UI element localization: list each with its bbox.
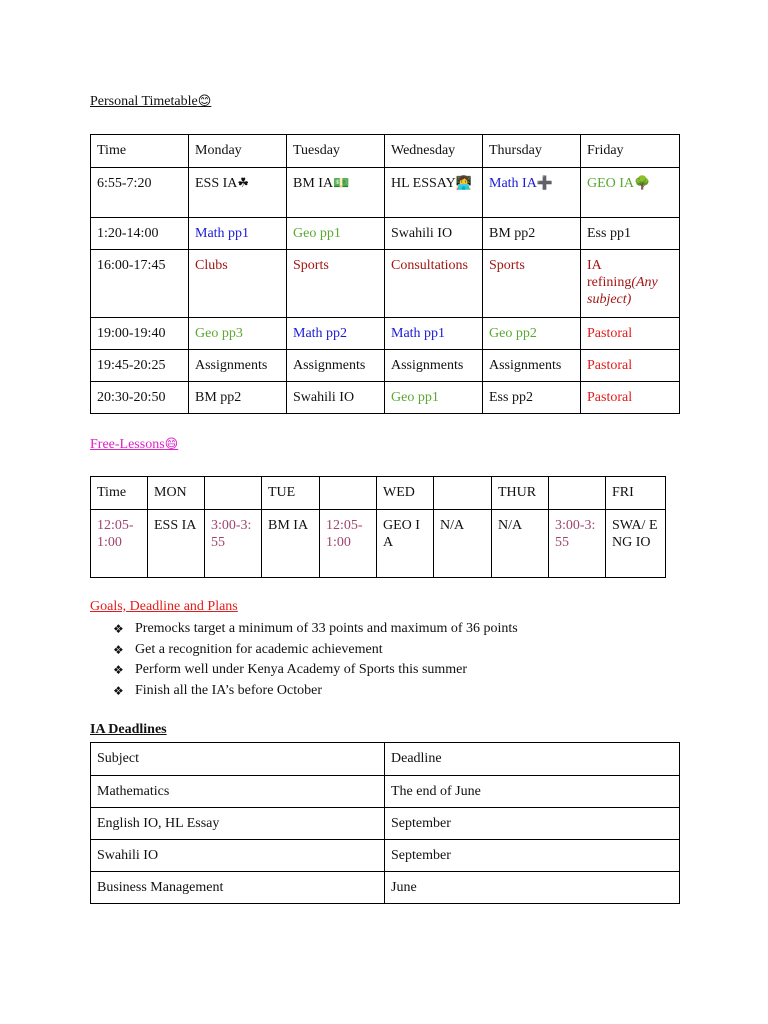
timetable-heading xyxy=(90,93,211,111)
free-lessons-header-cell: TUE xyxy=(262,477,320,510)
free-lessons-header-cell xyxy=(549,477,606,510)
timetable-cell-text: Ess pp1 xyxy=(587,226,631,241)
free-lessons-cell xyxy=(492,510,549,578)
goal-item xyxy=(113,619,518,640)
ia-header-row xyxy=(91,743,680,776)
free-lessons-header-cell xyxy=(320,477,377,510)
timetable-cell-text: 1:20-14:00 xyxy=(97,226,159,241)
free-lessons-cell xyxy=(377,510,434,578)
ia-row xyxy=(91,840,680,872)
timetable-cell xyxy=(483,168,581,218)
free-lessons-header-row xyxy=(91,477,666,510)
timetable-cell xyxy=(581,350,680,382)
timetable-cell xyxy=(385,250,483,318)
free-lessons-header-cell: WED xyxy=(377,477,434,510)
timetable-cell-text: 6:55-7:20 xyxy=(97,176,152,191)
timetable-header-cell: Monday xyxy=(189,135,287,168)
goal-item xyxy=(113,640,518,661)
timetable-cell-text: Pastoral xyxy=(587,358,633,373)
timetable-cell-text: Math IA xyxy=(489,176,537,191)
free-lessons-cell-text: 12:05-1:00 xyxy=(97,518,134,550)
free-lessons-cell xyxy=(606,510,666,578)
timetable-header-cell: Wednesday xyxy=(385,135,483,168)
free-lessons-header-cell: Time xyxy=(91,477,148,510)
subject-emoji-icon: ☘ xyxy=(237,176,250,191)
timetable-cell-text: BM IA xyxy=(293,176,334,191)
timetable-cell-text: Pastoral xyxy=(587,326,633,341)
subject-emoji-icon: 🌳 xyxy=(634,176,651,191)
ia-subject-cell: Mathematics xyxy=(91,776,385,808)
timetable-cell-text: Pastoral xyxy=(587,390,633,405)
timetable-cell-text: Ess pp2 xyxy=(489,390,533,405)
timetable-cell-text: Math pp1 xyxy=(391,326,446,341)
timetable-cell xyxy=(189,250,287,318)
free-lessons-heading xyxy=(90,436,178,454)
timetable-cell xyxy=(385,318,483,350)
timetable-cell xyxy=(91,250,189,318)
timetable-cell xyxy=(581,168,680,218)
free-lessons-header-cell: THUR xyxy=(492,477,549,510)
ia-header-cell: Subject xyxy=(91,743,385,776)
timetable-cell xyxy=(189,168,287,218)
free-lessons-header-cell: MON xyxy=(148,477,205,510)
timetable-cell-text: Swahili IO xyxy=(391,226,453,241)
timetable-cell xyxy=(287,318,385,350)
timetable-cell-text: Clubs xyxy=(195,258,228,273)
timetable-cell xyxy=(385,382,483,414)
timetable-cell xyxy=(91,318,189,350)
timetable-cell-text: ESS IA xyxy=(195,176,238,191)
timetable-row xyxy=(91,218,680,250)
ia-deadlines-table xyxy=(90,742,680,904)
free-lessons-cell-text: SWA/ ENG IO xyxy=(612,518,658,550)
ia-subject-cell: Swahili IO xyxy=(91,840,385,872)
ia-subject-cell: English IO, HL Essay xyxy=(91,808,385,840)
diamond-bullet-icon: ❖ xyxy=(113,642,124,657)
timetable-cell-text: Sports xyxy=(489,258,525,273)
timetable-cell xyxy=(581,318,680,350)
timetable-cell xyxy=(189,218,287,250)
free-lessons-cell xyxy=(434,510,492,578)
timetable-cell xyxy=(189,318,287,350)
timetable-cell-text: 20:30-20:50 xyxy=(97,390,166,405)
goal-text: Get a recognition for academic achievement xyxy=(135,641,383,657)
timetable-title: Personal Timetable xyxy=(90,94,198,109)
diamond-bullet-icon: ❖ xyxy=(113,663,124,677)
timetable-cell-text: Consultations xyxy=(391,258,469,273)
ia-deadline-cell: September xyxy=(385,840,680,872)
free-lessons-cell-text: N/A xyxy=(440,518,465,533)
free-lessons-cell xyxy=(549,510,606,578)
timetable-cell-text: 16:00-17:45 xyxy=(97,258,166,273)
free-lessons-cell-text: 12:05-1:00 xyxy=(326,518,363,550)
ia-deadline-cell: September xyxy=(385,808,680,840)
timetable-cell xyxy=(189,350,287,382)
timetable-cell xyxy=(483,250,581,318)
timetable-cell xyxy=(287,218,385,250)
timetable-row xyxy=(91,350,680,382)
ia-row xyxy=(91,808,680,840)
free-lessons-cell xyxy=(148,510,205,578)
free-lessons-header-cell xyxy=(434,477,492,510)
timetable-cell xyxy=(483,318,581,350)
timetable-header-row xyxy=(91,135,680,168)
timetable-cell xyxy=(385,168,483,218)
goals-heading: Goals, Deadline and Plans xyxy=(90,599,238,614)
timetable-cell xyxy=(91,382,189,414)
free-lessons-cell xyxy=(262,510,320,578)
smile-emoji-icon: 😊 xyxy=(197,94,212,109)
timetable-cell-text: Math pp1 xyxy=(195,226,250,241)
timetable-cell-text: Sports xyxy=(293,258,329,273)
ia-deadlines-heading: IA Deadlines xyxy=(90,722,167,737)
free-lessons-cell xyxy=(91,510,148,578)
timetable-cell-text: Geo pp2 xyxy=(489,326,537,341)
timetable-cell-text: 19:00-19:40 xyxy=(97,326,166,341)
timetable-cell xyxy=(287,382,385,414)
timetable-cell-text: Swahili IO xyxy=(293,390,355,405)
grin-emoji-icon: 😄 xyxy=(164,437,179,452)
ia-deadline-cell: The end of June xyxy=(385,776,680,808)
ia-deadline-cell: June xyxy=(385,872,680,904)
subject-emoji-icon: ➕ xyxy=(536,176,554,191)
timetable-cell xyxy=(483,382,581,414)
timetable-row xyxy=(91,318,680,350)
timetable-cell xyxy=(189,382,287,414)
timetable-cell-text: GEO IA xyxy=(587,176,635,191)
timetable-cell-text: HL ESSAY xyxy=(391,176,456,191)
timetable-cell xyxy=(91,350,189,382)
ia-header-cell: Deadline xyxy=(385,743,680,776)
free-lessons-cell xyxy=(205,510,262,578)
free-lessons-table xyxy=(90,476,666,578)
timetable-cell-text: Geo pp1 xyxy=(293,226,341,241)
timetable-cell xyxy=(483,218,581,250)
timetable-cell xyxy=(581,218,680,250)
timetable-cell xyxy=(385,218,483,250)
timetable-cell-text: BM pp2 xyxy=(489,226,536,241)
free-lessons-row xyxy=(91,510,666,578)
goal-text: Finish all the IA’s before October xyxy=(135,682,323,698)
free-lessons-title: Free-Lessons xyxy=(90,437,165,452)
timetable-header-cell: Friday xyxy=(581,135,680,168)
timetable-cell xyxy=(581,382,680,414)
timetable-row xyxy=(91,168,680,218)
timetable-cell-text: Assignments xyxy=(293,358,366,373)
timetable-cell-text: Math pp2 xyxy=(293,326,348,341)
free-lessons-cell xyxy=(320,510,377,578)
timetable-cell xyxy=(483,350,581,382)
diamond-bullet-icon: ❖ xyxy=(113,683,124,698)
timetable-cell xyxy=(385,350,483,382)
timetable-cell-text: Assignments xyxy=(489,358,562,373)
free-lessons-cell-text: BM IA xyxy=(268,518,309,533)
timetable-header-cell: Tuesday xyxy=(287,135,385,168)
timetable-cell-text: Geo pp3 xyxy=(195,326,243,341)
free-lessons-cell-text: GEO IA xyxy=(383,518,420,550)
goal-text: Perform well under Kenya Academy of Sports this summer xyxy=(135,662,468,677)
ia-row xyxy=(91,872,680,904)
timetable-row xyxy=(91,382,680,414)
timetable-cell-text: IA refining xyxy=(587,258,632,290)
free-lessons-header-cell xyxy=(205,477,262,510)
timetable-cell-text: 19:45-20:25 xyxy=(97,358,166,373)
goal-item xyxy=(113,681,518,702)
diamond-bullet-icon: ❖ xyxy=(113,622,124,636)
subject-emoji-icon: 💵 xyxy=(333,176,350,191)
goal-item xyxy=(113,660,518,681)
timetable-cell-text: Assignments xyxy=(195,358,268,373)
timetable-cell-note: (Any subject) xyxy=(587,275,658,307)
free-lessons-cell-text: ESS IA xyxy=(154,518,197,533)
timetable-cell xyxy=(287,250,385,318)
timetable-header-cell: Time xyxy=(91,135,189,168)
timetable-table xyxy=(90,134,680,414)
free-lessons-cell-text: 3:00-3:55 xyxy=(555,518,596,550)
timetable-cell xyxy=(91,218,189,250)
timetable-cell-text: BM pp2 xyxy=(195,390,242,405)
timetable-cell-text: Geo pp1 xyxy=(391,390,439,405)
timetable-header-cell: Thursday xyxy=(483,135,581,168)
timetable-cell xyxy=(287,168,385,218)
timetable-cell xyxy=(287,350,385,382)
timetable-cell-text: Assignments xyxy=(391,358,464,373)
timetable-row xyxy=(91,250,680,318)
free-lessons-cell-text: N/A xyxy=(498,518,523,533)
ia-subject-cell: Business Management xyxy=(91,872,385,904)
free-lessons-header-cell: FRI xyxy=(606,477,666,510)
timetable-cell xyxy=(581,250,680,318)
subject-emoji-icon: 👩‍💻 xyxy=(455,176,472,191)
goals-list xyxy=(113,619,518,701)
ia-row xyxy=(91,776,680,808)
free-lessons-cell-text: 3:00-3:55 xyxy=(211,518,252,550)
goal-text: Premocks target a minimum of 33 points and maximum of 36 points xyxy=(135,621,518,636)
timetable-cell xyxy=(91,168,189,218)
